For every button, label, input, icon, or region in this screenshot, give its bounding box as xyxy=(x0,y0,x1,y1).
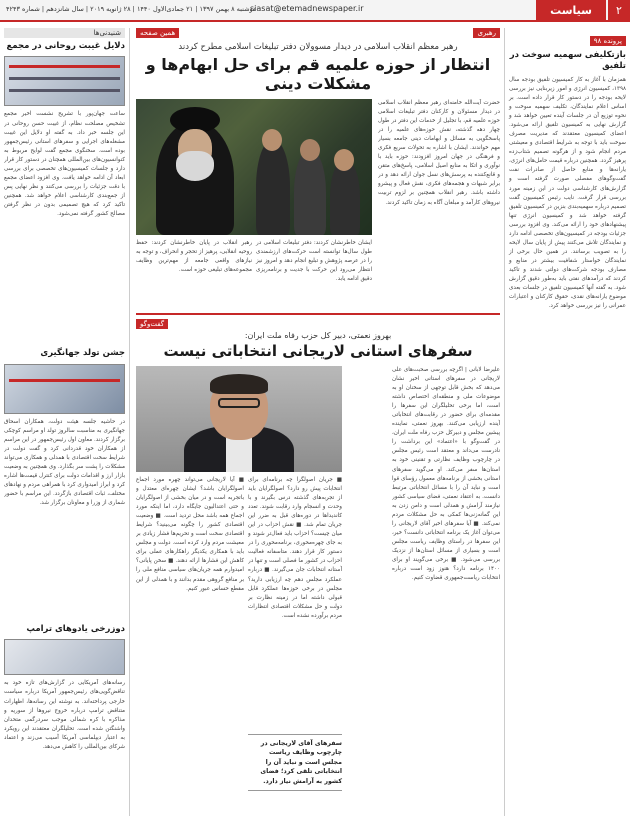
main-kicker-left: همین صفحه xyxy=(136,28,179,38)
dateline: دوشنبه ۸ بهمن ۱۳۹۷ | ۲۱ جمادی‌الاول ۱۴۴۰ | ۲۸ ژانویه ۲۰۱۹ | سال شانزدهم | شماره ۴۲۴۳ xyxy=(6,5,256,13)
interviewee-hair xyxy=(210,374,268,394)
interview-headline: سفرهای استانی لاریجانی انتخاباتی نیست xyxy=(163,342,473,360)
right-column-kicker: پرونده ۹۸ xyxy=(590,36,626,46)
interview-column-3 xyxy=(136,476,244,816)
right-column-body: همزمان با آغاز به کار کمیسیون تلفیق بودجه سال ۱۳۹۸، کمیسیون انرژی و امور زیربنایی نیز بررسی لایحه بودجه را در دستور کار قرار داده است. بر اساس اعلام نمایندگان، تکلیف سهمیه سوخت و نحوه توزیع آن در جلسات آینده تعیین خواهد شد و گزارش نهایی به کمیسیون تلفیق ارائه می‌شود. اعضای کمیسیون معتقدند که مدیریت مصرف سوخت باید با توجه به شرایط اقتصادی و معیشتی مردم انجام شود و از هرگونه تصمیم شتاب‌زده پرهیز گردد. همچنین درباره قیمت حامل‌های انرژی، یارانه‌ها و منابع حاصل از صادرات نفت گفت‌وگوهای مفصلی صورت گرفته است و گزارش‌های کارشناسی دولت در این زمینه مورد بررسی قرار گرفت. نایب رئیس کمیسیون گفت تصمیم درباره سهمیه‌بندی بنزین در کمیسیون تلفیق گرفته خواهد شد و کمیسیون انرژی تنها پیشنهادهای خود را ارائه می‌کند. وی افزود بررسی جزئیات بودجه در کمیسیون‌های تخصصی ادامه دارد و نمایندگان تلاش می‌کنند پیش از پایان سال لایحه را به تصویب برسانند. در همین حال برخی از نمایندگان خواستار شفافیت بیشتر در منابع و مصارف بودجه شرکت‌های دولتی شدند و تاکید کردند که درآمدهای نفتی باید به‌طور دقیق گزارش شود. به گفته آنها کمیسیون تلفیق در جلسات بعدی موضوع یارانه‌های نقدی، حقوق کارکنان و اعتبارات عمرانی را نیز بررسی خواهد کرد. xyxy=(509,76,626,310)
section-label: سیاست xyxy=(536,0,606,20)
section-separator xyxy=(136,313,500,315)
right-column-title: بازتکلیفی سهمیه سوخت در تلفیق xyxy=(509,50,626,72)
interview-column-2 xyxy=(248,476,342,816)
left-item-thumbnail-2 xyxy=(4,364,125,414)
interview-supertitle: بهروز نعمتی، دبیر کل حزب رفاه ملت ایران: xyxy=(244,331,392,340)
interview-kicker-row xyxy=(136,319,500,329)
main-supertitle: رهبر معظم انقلاب اسلامی در دیدار مسوولان دفتر تبلیغات اسلامی مطرح کردند xyxy=(178,42,458,52)
interview-article xyxy=(136,366,500,816)
interview-pull-quote: سفرهای آقای لاریجانی در چارچوب وظایف ریاست مجلس است و نباید آن را انتخاباتی تلقی کرد؛ فضای کشور به آرامش نیاز دارد. xyxy=(248,734,342,791)
lead-story-body-part-b: رهبر انقلاب در پایان خاطرنشان کردند: حفظ روحیه انقلابی، پرهیز از تحجر و انحراف، و توجه به نیازهای واقعی جامعه از مهم‌ترین وظایف مجموعه‌های تبلیغی حوزه است. xyxy=(136,240,252,274)
lead-story-body: حضرت آیت‌الله خامنه‌ای رهبر معظم انقلاب اسلامی در دیدار مسئولان و کارکنان دفتر تبلیغات اسلامی حوزه علمیه قم، با تجلیل از خدمات این دفتر در طول چهار دهه گذشته، نقش حوزه‌های علمیه را در پاسخگویی به مسائل و ابهامات دینی جامعه بسیار مهم خواندند. ایشان با اشاره به تحولات سریع فکری و فرهنگی در جهان امروز افزودند: حوزه باید با نوآوری و اتکا به منابع اصیل اسلامی، پاسخ‌های متقن و قانع‌کننده به پرسش‌های نسل جوان ارائه دهد و در برابر شبهات و هجمه‌های فکری، نقش فعال و پیشرو داشته باشد. رهبر انقلاب همچنین بر لزوم تربیت نیروهای کارآمد و مبلغان آگاه به زمان تاکید کردند. xyxy=(378,100,500,206)
lead-story-body-part-a: ایشان خاطرنشان کردند: دفتر تبلیغات اسلامی در طول سال‌ها توانسته است حرکت‌های ارزشمندی را در عرصه پژوهش و تبلیغ انجام دهد و امروز نیز انتظار می‌رود این حرکت با جدیت و برنامه‌ریزی دقیق ادامه یابد. xyxy=(256,240,372,283)
photo-figure-beard xyxy=(176,151,214,181)
website-address[interactable]: siasat@etemadnewspaper.ir xyxy=(250,4,364,13)
interview-column-2-text: ■ جریان اصولگرا چه برنامه‌ای برای انتخابات پیش رو دارد؟ اصولگرایان باید از تجربه‌های گذشته درس بگیرند و با وحدت و انسجام وارد رقابت شوند. تعدد کاندیداها در دوره‌های قبل به ضرر این جریان تمام شد. ■ نقش احزاب در این میان چیست؟ احزاب باید فعال‌تر شوند و به جای چهره‌محوری، برنامه‌محوری را در دستور کار قرار دهند. متاسفانه فعالیت احزاب در کشور ما فصلی است و تنها در آستانه انتخابات جان می‌گیرند. ■ درباره عملکرد مجلس دهم چه ارزیابی دارید؟ مجلس در برخی حوزه‌ها عملکرد قابل قبولی داشته اما در زمینه نظارت بر دولت و حل مشکلات اقتصادی انتظارات مردم برآورده نشده است. xyxy=(248,477,342,619)
photo-audience-face-3 xyxy=(334,149,354,171)
main-kicker-row xyxy=(136,28,500,38)
left-item-thumbnail-3 xyxy=(4,639,125,675)
left-column-kicker: شنیدنی‌ها xyxy=(4,28,125,38)
photo-audience-face-2 xyxy=(300,139,320,161)
left-item-title-2: جشن تولد جهانگیری xyxy=(40,348,125,359)
interviewee-glasses xyxy=(218,398,260,408)
photo-audience-1 xyxy=(256,139,290,235)
interview-column-1-text: علیرضا لابانی | اگرچه بررسی صحبت‌های علی لاریجانی در سفرهای استانی اخیر نشان می‌دهد که بخش قابل توجهی از سخنان او به موضوعات ملی و منطقه‌ای اختصاص داشته است، اما برخی تحلیلگران این سفرها را مقدمه‌ای برای حضور در رقابت‌های انتخاباتی آینده ارزیابی می‌کنند. بهروز نعمتی، نماینده پیشین مجلس و دبیرکل حزب رفاه ملت ایران، در گفت‌وگو با «اعتماد» این برداشت را نادرست می‌داند و معتقد است رئیس مجلس در چارچوب وظایف نظارتی و تقنینی خود به استان‌ها سفر می‌کند. او می‌گوید سفرهای استانی بخشی از برنامه‌های معمول رؤسای قوا است و نباید آن را با مسائل انتخاباتی مرتبط دانست. به اعتقاد نعمتی، فضای سیاسی کشور نیازمند آرامش و همدلی است و دامن زدن به این گمانه‌زنی‌ها کمکی به حل مشکلات مردم نمی‌کند. ■ آیا سفرهای اخیر آقای لاریجانی را می‌توان آغاز یک برنامه انتخاباتی دانست؟ خیر، این سفرها در راستای وظایف ریاست مجلس است و بسیاری از مسائل استان‌ها از نزدیک بررسی می‌شود. ■ برخی می‌گویند او برای ۱۴۰۰ برنامه دارد؟ هنوز زود است درباره انتخابات ریاست‌جمهوری قضاوت کنیم. xyxy=(392,367,500,582)
main-column xyxy=(136,28,500,816)
page-header xyxy=(0,0,630,22)
left-item-body-1: ساعت جهان‌پور با تشریح نشست اخیر مجمع تشخیص مصلحت نظام، از غیبت حسن روحانی در این جلسه خبر داد. به گفته او دلایل این غیبت مشغله‌های اجرایی و سفرهای استانی رئیس‌جمهور بوده است. سخنگوی مجمع گفت لوایح مربوط به کنوانسیون‌های بین‌المللی همچنان در دستور کار قرار دارد و جلسات کمیسیون‌های تخصصی برای بررسی ابعاد آن ادامه خواهد یافت. وی افزود اعضای مجمع با دقت جزئیات را بررسی می‌کنند و نظر نهایی پس از جمع‌بندی کارشناسی اعلام خواهد شد. همچنین تاکید کرد که هیچ تصمیمی بدون در نظر گرفتن مصالح کشور گرفته نمی‌شود. xyxy=(4,111,125,217)
left-item-body-3: رسانه‌های آمریکایی در گزارش‌های تازه خود به تناقض‌گویی‌های رئیس‌جمهور آمریکا درباره سیاست خارجی پرداخته‌اند. به نوشته این رسانه‌ها، اظهارات متناقض ترامپ درباره خروج نیروها از سوریه و مذاکره با کره شمالی موجب سردرگمی متحدان واشنگتن شده است. تحلیلگران معتقدند این رویکرد به اعتبار دیپلماسی آمریکا آسیب می‌زند و اعتماد شرکای بین‌المللی را کاهش می‌دهد. xyxy=(4,680,125,750)
lead-story-photo xyxy=(136,99,372,235)
interview-column-1 xyxy=(392,366,500,816)
page-number: ۲ xyxy=(608,0,630,20)
left-item-body-2: در حاشیه جلسه هیئت دولت، همکاران اسحاق جهانگیری به مناسبت سالروز تولد او مراسم کوچکی برگزار کردند. معاون اول رئیس‌جمهور در این مراسم از همکاران خود قدردانی کرد و گفت دولت در شرایط سخت اقتصادی با همدلی و همکاری می‌تواند مشکلات را پشت سر بگذارد. وی همچنین به وضعیت بازار ارز و اقدامات دولت برای کنترل قیمت‌ها اشاره کرد و ابراز امیدواری کرد با همراهی مردم و نهادهای مختلف، ثبات اقتصادی بازگردد. این مراسم با حضور شماری از وزرا و معاونان برگزار شد. xyxy=(4,418,125,507)
lead-story-text-under-photo xyxy=(136,239,372,307)
photo-audience-face-1 xyxy=(262,129,282,151)
left-item-title-3: دوز‌رخی یادوهای ترامپ xyxy=(26,623,125,634)
lead-story xyxy=(136,99,500,307)
interview-column-3-text: ■ آیا لاریجانی می‌تواند چهره مورد اجماع اصولگرایان باشد؟ ایشان چهره‌ای معتدل و باتجربه است و در میان بخشی از اصولگرایان و حتی اعتدالیون جایگاه دارد، اما اینکه مورد اجماع همه باشد محل تردید است. ■ وضعیت اقتصادی کشور را چگونه می‌بینید؟ شرایط اقتصادی سخت است و تحریم‌ها فشار زیادی بر معیشت مردم وارد کرده است. دولت و مجلس باید با همکاری یکدیگر راهکارهای عملی برای کاهش این فشارها ارائه دهند. ■ سخن پایانی؟ امیدوارم همه جریان‌های سیاسی منافع ملی را بر منافع گروهی مقدم بدانند و با همدلی از این مقطع حساس عبور کنیم. xyxy=(136,477,244,592)
main-kicker: رهبری xyxy=(473,28,500,38)
interview-kicker: گفت‌وگو xyxy=(136,319,168,329)
left-column xyxy=(4,28,130,816)
left-item-title-1: دلایل غیبت روحانی در مجمع xyxy=(6,41,125,51)
lead-story-text-column xyxy=(378,99,500,307)
photo-audience-2 xyxy=(294,149,326,235)
left-item-thumbnail-1 xyxy=(4,56,125,106)
right-column xyxy=(504,28,626,816)
interview-photo xyxy=(136,366,342,472)
main-headline: انتظار از حوزه علمیه قم برای حل ابهام‌ها و مشکلات دینی xyxy=(145,55,491,93)
